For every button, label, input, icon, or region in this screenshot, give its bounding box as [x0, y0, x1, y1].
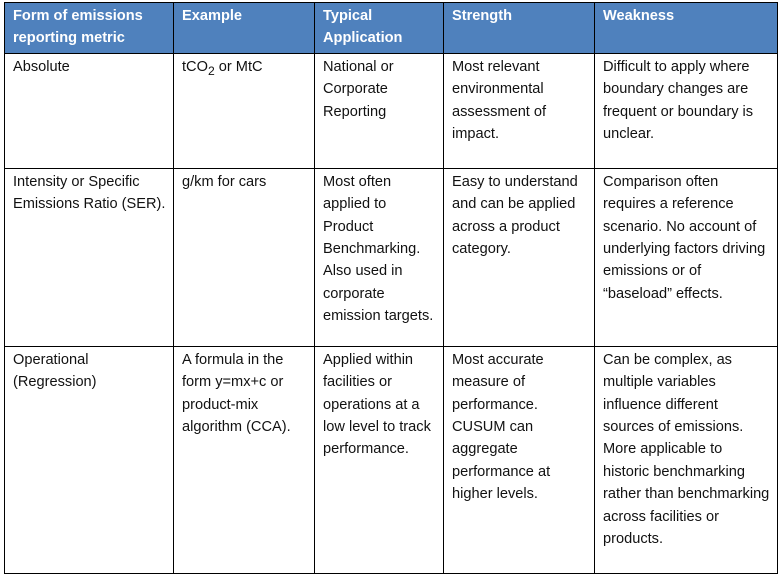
table-row — [5, 168, 778, 346]
table-row — [5, 53, 778, 168]
cell-form: Intensity or Specific Emissions Ratio (SER). — [5, 168, 174, 346]
header-form: Form of emissions reporting metric — [5, 3, 174, 54]
cell-example: A formula in the form y=mx+c or product-mix algorithm (CCA). — [174, 346, 315, 573]
cell-weakness: Can be complex, as multiple variables influence different sources of emissions. More applicable to historic benchmarking rather than benchmarking across facilities or products. — [595, 346, 778, 573]
table-body — [5, 53, 778, 573]
header-row — [5, 3, 778, 54]
cell-application: Applied within facilities or operations at a low level to track performance. — [315, 346, 444, 573]
example-subscript: 2 — [207, 63, 215, 78]
cell-application: Most often applied to Product Benchmarking. Also used in corporate emission targets. — [315, 168, 444, 346]
cell-weakness: Comparison often requires a reference scenario. No account of underlying factors driving emissions or of “baseload” effects. — [595, 168, 778, 346]
example-text-suffix: or MtC — [214, 58, 263, 75]
cell-example: g/km for cars — [174, 168, 315, 346]
header-weakness: Weakness — [595, 3, 778, 54]
example-text: tCO — [182, 58, 208, 75]
cell-form: Operational (Regression) — [5, 346, 174, 573]
cell-weakness: Difficult to apply where boundary changes are frequent or boundary is unclear. — [595, 53, 778, 168]
header-application: Typical Application — [315, 3, 444, 54]
cell-strength: Most relevant environmental assessment of impact. — [444, 53, 595, 168]
header-example: Example — [174, 3, 315, 54]
table-header — [5, 3, 778, 54]
cell-application: National or Corporate Reporting — [315, 53, 444, 168]
cell-form: Absolute — [5, 53, 174, 168]
cell-example — [174, 53, 315, 168]
header-strength: Strength — [444, 3, 595, 54]
cell-strength: Easy to understand and can be applied across a product category. — [444, 168, 595, 346]
table-row — [5, 346, 778, 573]
emissions-metrics-table — [4, 2, 778, 574]
cell-strength: Most accurate measure of performance. CUSUM can aggregate performance at higher levels. — [444, 346, 595, 573]
